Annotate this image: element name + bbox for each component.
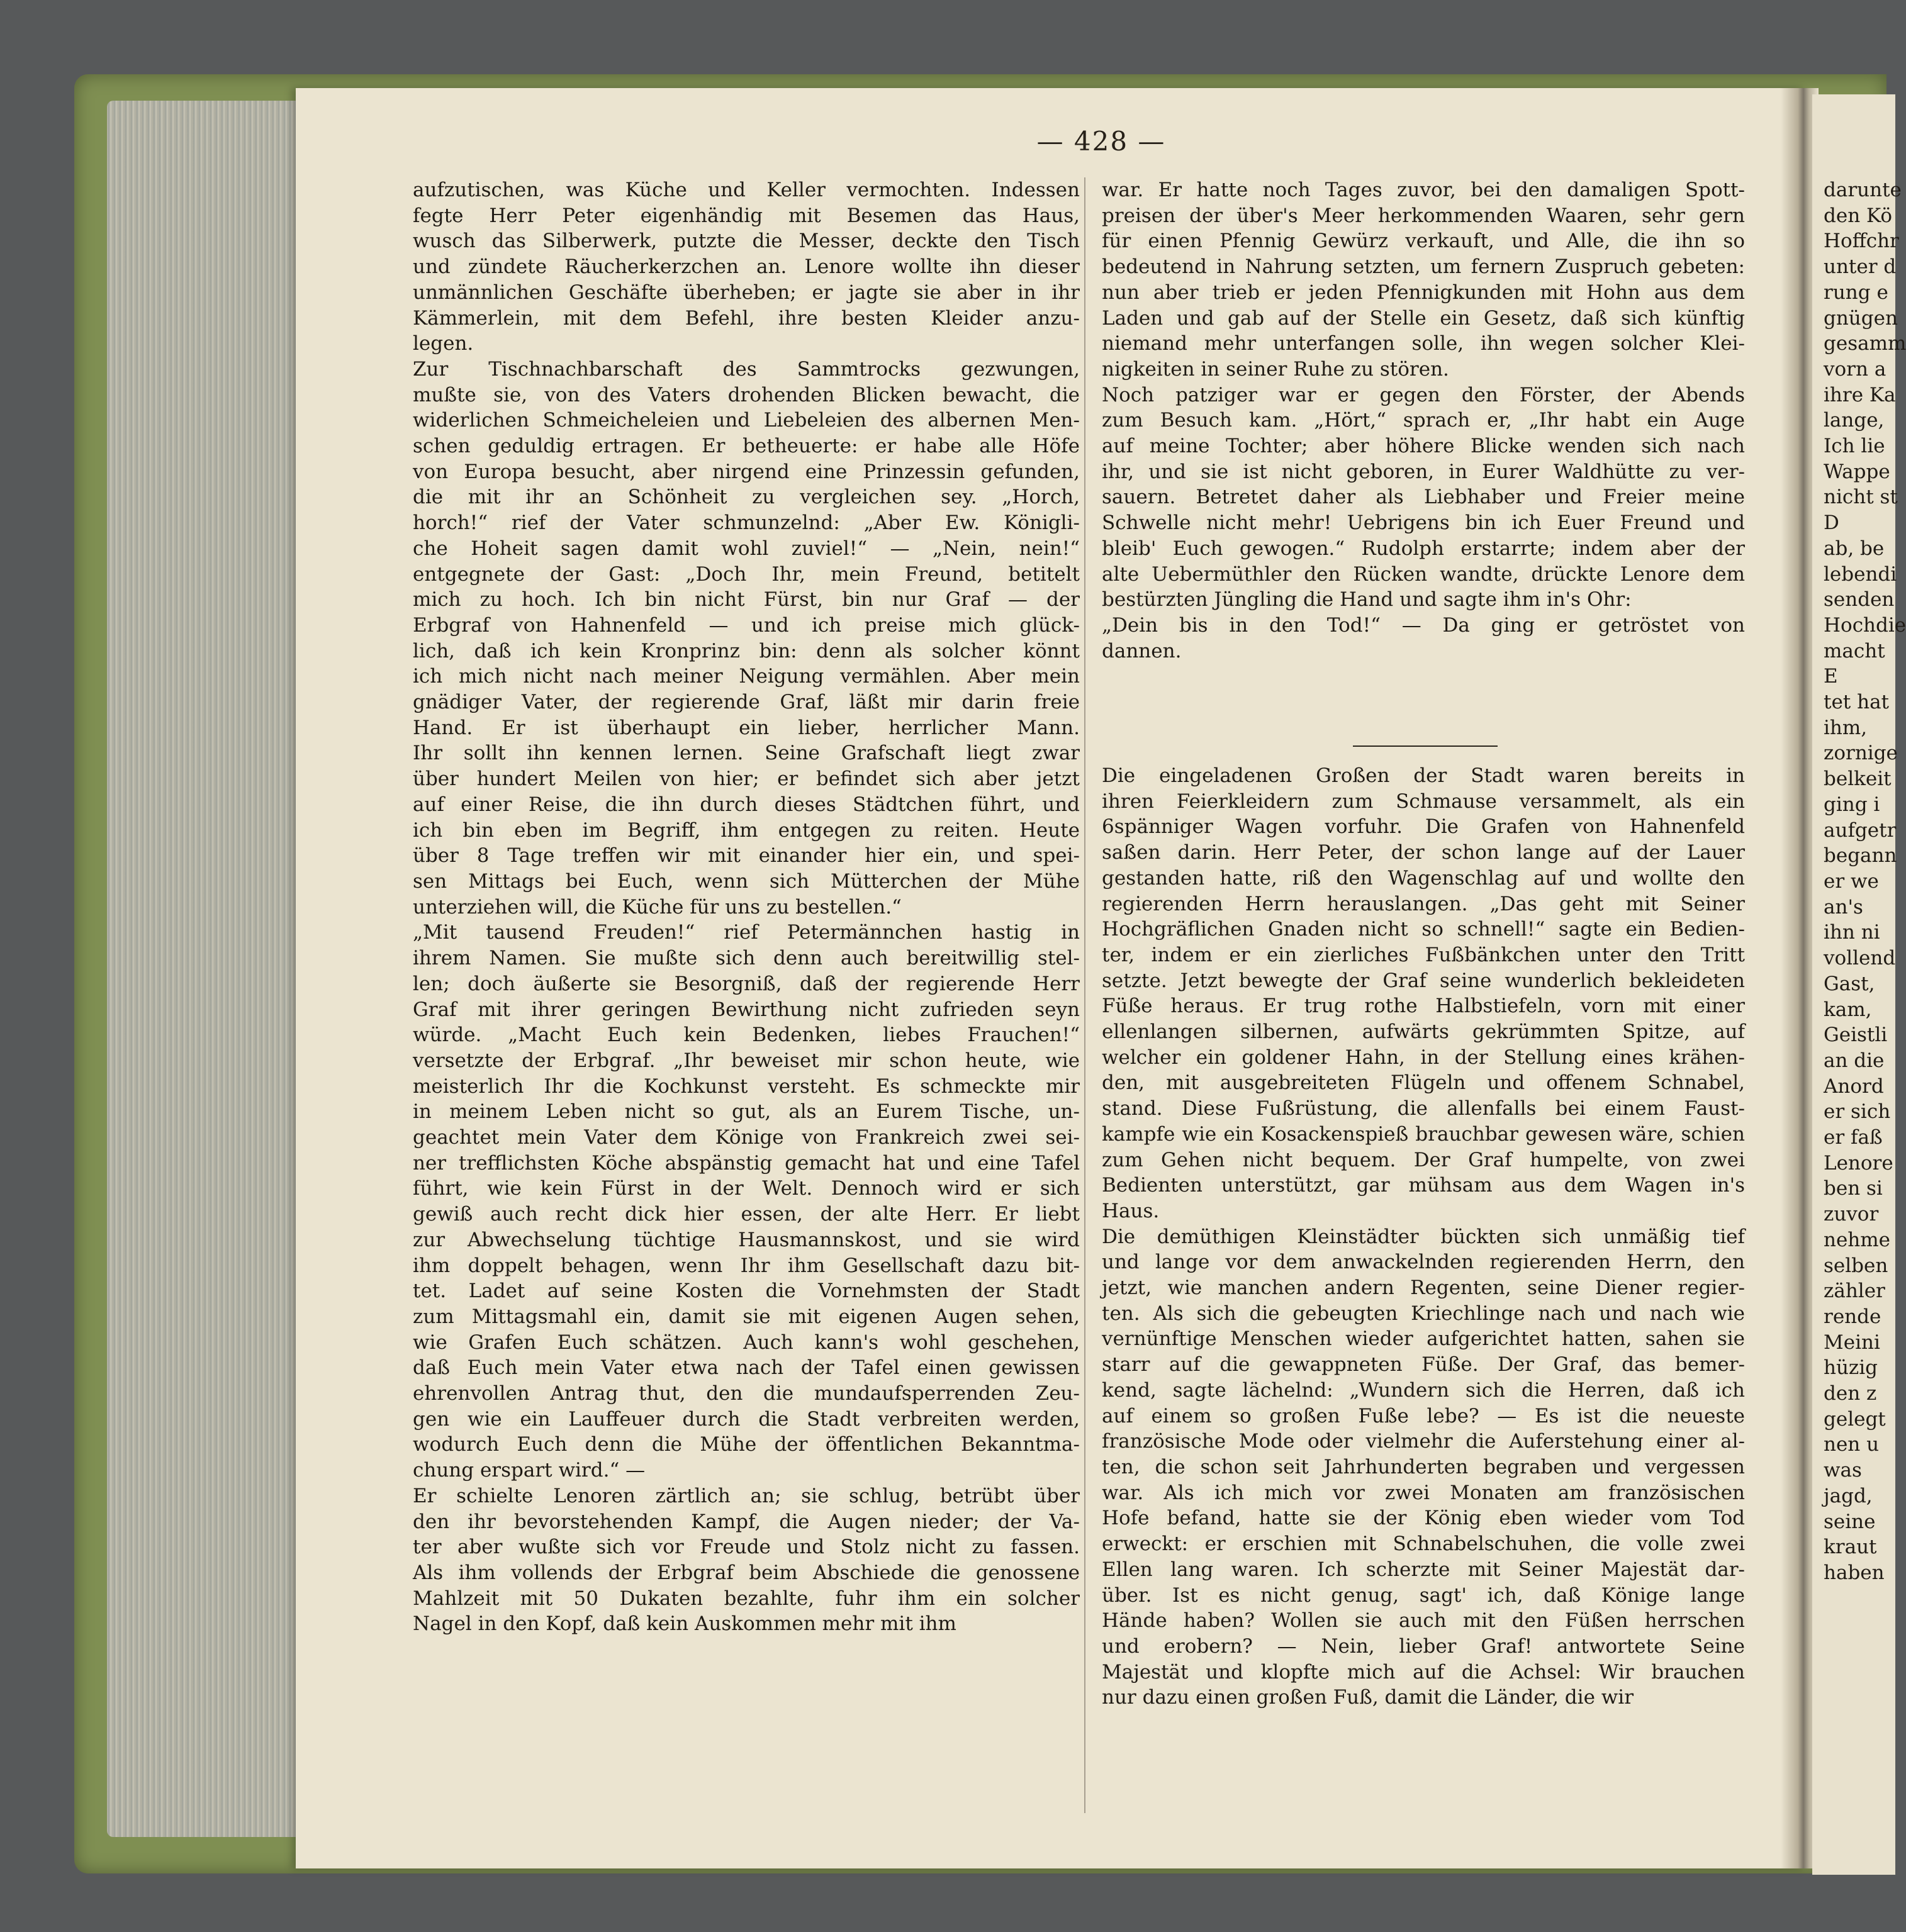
text-line: horch!“ rief der Vater schmunzelnd: „Aber Ew. Königli- <box>413 511 1080 535</box>
text-line: den, mit ausgebreiteten Flügeln und offenem Schnabel, <box>1102 1071 1745 1095</box>
text-line: geachtet mein Vater dem Könige von Frankreich zwei sei- <box>413 1126 1080 1149</box>
text-line: daß Euch mein Vater etwa nach der Tafel einen gewissen <box>413 1356 1080 1380</box>
text-line: rung e <box>1824 281 1888 304</box>
text-line: ihre Ka <box>1824 383 1896 406</box>
text-line: Graf mit ihrer geringen Bewirthung nicht zufrieden seyn <box>413 998 1080 1021</box>
text-line: entgegnete der Gast: „Doch Ihr, mein Freund, betitelt <box>413 562 1080 586</box>
text-line: bestürzten Jüngling die Hand und sagte ihm in's Ohr: <box>1102 588 1632 611</box>
text-line: Anord <box>1824 1075 1884 1098</box>
text-line: niemand mehr unterfangen solle, ihn wegen solcher Klei- <box>1102 332 1745 355</box>
right-text-column-top <box>1102 177 1745 664</box>
text-line: rende <box>1824 1305 1881 1328</box>
text-line: zähler <box>1824 1280 1885 1303</box>
text-line: kampfe wie ein Kosackenspieß brauchbar gewesen wäre, schien <box>1102 1122 1745 1146</box>
text-line: bleib' Euch gewogen.“ Rudolph erstarrte; indem aber der <box>1102 537 1745 560</box>
text-line: selben <box>1824 1254 1888 1277</box>
text-line: ab, be <box>1824 537 1885 560</box>
text-line: an's <box>1824 895 1863 919</box>
text-line: Die eingeladenen Großen der Stadt waren bereits in <box>1102 764 1745 787</box>
text-line: lange, <box>1824 409 1885 432</box>
left-text-column <box>413 177 1080 1637</box>
text-line: den z <box>1824 1382 1877 1405</box>
text-line: fegte Herr Peter eigenhändig mit Besemen das Haus, <box>413 204 1080 227</box>
text-line: Als ihm vollends der Erbgraf beim Abschiede die genossene <box>413 1561 1080 1584</box>
text-line: chung erspart wird.“ — <box>413 1459 646 1482</box>
text-line: was <box>1824 1459 1862 1482</box>
text-line: ihm doppelt behagen, wenn Ihr ihm Gesellschaft dazu bit- <box>413 1254 1080 1277</box>
text-line: zum Besuch kam. „Hört,“ sprach er, „Ihr habt ein Auge <box>1102 409 1745 432</box>
text-line: er sich <box>1824 1100 1891 1124</box>
text-line: kam, <box>1824 998 1872 1021</box>
text-line: hüzig <box>1824 1356 1878 1380</box>
text-line: unmännlichen Geschäfte überheben; er jagte sie aber in ihr <box>413 281 1080 304</box>
text-line: wie Grafen Euch schätzen. Auch kann's wohl geschehen, <box>413 1331 1080 1354</box>
text-line: Hoffchr <box>1824 230 1899 253</box>
text-line: wusch das Silberwerk, putzte die Messer, deckte den Tisch <box>413 230 1080 253</box>
section-rule <box>1353 745 1498 747</box>
text-line: dannen. <box>1102 639 1182 662</box>
text-line: mich zu hoch. Ich bin nicht Fürst, bin nur Graf — der <box>413 588 1080 611</box>
text-line: jetzt, wie manchen andern Regenten, seine Diener regier- <box>1102 1276 1745 1300</box>
text-line: über. Ist es nicht genug, sagt' ich, daß Könige lange <box>1102 1583 1745 1607</box>
text-line: Erbgraf von Hahnenfeld — und ich preise mich glück- <box>413 613 1080 637</box>
text-line: Haus. <box>1102 1199 1160 1222</box>
text-line: Hochdie <box>1824 613 1906 637</box>
text-line: ter, indem er ein zierliches Fußbänkchen unter den Tritt <box>1102 943 1745 966</box>
text-line: und erobern? — Nein, lieber Graf! antwortete Seine <box>1102 1634 1745 1658</box>
text-line: meisterlich Ihr die Kochkunst versteht. Es schmeckte mir <box>413 1075 1080 1098</box>
text-line: D <box>1824 511 1839 535</box>
text-line: gewiß auch recht dick hier essen, der alte Herr. Er liebt <box>413 1203 1080 1226</box>
text-line: mußte sie, von des Vaters drohenden Blicken bewacht, die <box>413 383 1080 406</box>
text-line: saßen darin. Herr Peter, der schon lange auf der Lauer <box>1102 841 1745 864</box>
text-line: gnädiger Vater, der regierende Graf, läßt mir darin freie <box>413 691 1080 714</box>
text-line: Hände haben? Wollen sie auch mit den Füßen herrschen <box>1102 1609 1745 1633</box>
text-line: haben <box>1824 1561 1885 1584</box>
text-line: Ich lie <box>1824 435 1885 458</box>
text-line: lebendi <box>1824 562 1897 586</box>
text-line: ihm, <box>1824 716 1868 739</box>
text-line: ner trefflichsten Köche abspänstig gemacht hat und eine Tafel <box>413 1151 1080 1175</box>
text-line: ihrem Namen. Sie mußte sich denn auch bereitwillig stel- <box>413 947 1080 970</box>
text-line: starr auf die gewappneten Füße. Der Graf, das bemer- <box>1102 1353 1745 1376</box>
text-line: schen geduldig ertragen. Er betheuerte: er habe alle Höfe <box>413 435 1080 458</box>
text-line: welcher ein goldener Hahn, in der Stellung eines krähen- <box>1102 1046 1745 1069</box>
text-line: bedeutend in Nahrung setzten, um fernern Zuspruch gebeten: <box>1102 255 1745 279</box>
text-line: ging i <box>1824 793 1880 816</box>
next-page-fragment-column <box>1824 177 1906 1586</box>
text-line: für einen Pfennig Gewürz verkauft, und Alle, die ihn so <box>1102 230 1745 253</box>
text-line: Laden und gab auf der Stelle ein Gesetz, daß sich künftig <box>1102 306 1745 330</box>
right-text-column-bottom <box>1102 763 1745 1711</box>
text-line: Mahlzeit mit 50 Dukaten bezahlte, fuhr ihm ein solcher <box>413 1587 1080 1610</box>
text-line: tet hat <box>1824 691 1890 714</box>
text-line: begann <box>1824 844 1897 868</box>
text-line: Die demüthigen Kleinstädter bückten sich unmäßig tief <box>1102 1225 1745 1248</box>
text-line: len; doch äußerte sie Besorgniß, daß der regierende Herr <box>413 972 1080 995</box>
text-line: gnügen <box>1824 306 1898 330</box>
text-line: zum Gehen nicht bequem. Der Graf humpelte, von zwei <box>1102 1148 1745 1171</box>
text-line: und lange vor dem anwackelnden regierenden Herrn, den <box>1102 1251 1745 1274</box>
text-line: Bedienten unterstützt, gar mühsam aus dem Wagen in's <box>1102 1174 1745 1197</box>
text-line: nun aber trieb er jeden Pfennigkunden mit Hohn aus dem <box>1102 281 1745 304</box>
text-line: „Mit tausend Freuden!“ rief Petermännchen hastig in <box>413 921 1080 944</box>
text-line: gelegt <box>1824 1407 1886 1431</box>
text-line: lich, daß ich kein Kronprinz bin: denn als solcher könnt <box>413 639 1080 662</box>
text-line: alte Uebermüthler den Rücken wandte, drückte Lenore dem <box>1102 562 1745 586</box>
text-line: Zur Tischnachbarschaft des Sammtrocks gezwungen, <box>413 357 1080 381</box>
text-line: darunte <box>1824 179 1902 201</box>
text-line: gesamm <box>1824 332 1906 355</box>
text-line: unterziehen will, die Küche für uns zu bestellen.“ <box>413 895 902 919</box>
text-line: ellenlangen silbernen, aufwärts gekrümmten Spitze, auf <box>1102 1020 1745 1044</box>
text-line: Hand. Er ist überhaupt ein lieber, herrlicher Mann. <box>413 716 1080 739</box>
text-line: E <box>1824 665 1838 688</box>
text-line: gestanden hatte, riß den Wagenschlag auf und wollte den <box>1102 866 1745 890</box>
text-line: zornige <box>1824 742 1898 765</box>
text-line: ihren Feierkleidern zum Schmause versammelt, als ein <box>1102 790 1745 813</box>
text-line: versetzte der Erbgraf. „Ihr beweiset mir schon heute, wie <box>413 1049 1080 1072</box>
text-line: ich mich nicht nach meiner Neigung vermählen. Aber mein <box>413 665 1080 688</box>
text-line: kend, sagte lächelnd: „Wundern sich die Herren, daß ich <box>1102 1378 1745 1402</box>
text-line: belkeit <box>1824 768 1892 791</box>
page-number: — 428 — <box>1036 126 1166 157</box>
text-line: auf einem so großen Fuße lebe? — Es ist die neueste <box>1102 1404 1745 1427</box>
text-line: seine <box>1824 1510 1876 1533</box>
text-line: ben si <box>1824 1177 1883 1200</box>
text-line: Meini <box>1824 1331 1880 1354</box>
text-line: ihr, und sie ist nicht geboren, in Eurer Waldhütte zu ver- <box>1102 460 1745 483</box>
text-line: und zündete Räucherkerzchen an. Lenore wollte ihn dieser <box>413 255 1080 279</box>
text-line: aufgetr <box>1824 818 1897 842</box>
text-line: che Hoheit sagen damit wohl zuviel!“ — „Nein, nein!“ <box>413 537 1080 560</box>
text-line: ten. Als sich die gebeugten Kriechlinge nach und nach wie <box>1102 1302 1745 1325</box>
text-line: gen wie ein Lauffeuer durch die Stadt verbreiten werden, <box>413 1407 1080 1431</box>
text-line: von Europa besucht, aber nirgend eine Prinzessin gefunden, <box>413 460 1080 483</box>
text-line: Majestät und klopfte mich auf die Achsel: Wir brauchen <box>1102 1660 1745 1684</box>
text-line: zum Mittagsmahl ein, damit sie mit eigenen Augen sehen, <box>413 1305 1080 1328</box>
text-line: vorn a <box>1824 357 1886 381</box>
text-line: zur Abwechselung tüchtige Hausmannskost, und sie wird <box>413 1228 1080 1251</box>
text-line: Hochgräflichen Gnaden nicht so schnell!“ sagte ein Bedien- <box>1102 918 1745 941</box>
text-line: zuvor <box>1824 1203 1879 1226</box>
text-line: sauern. Betretet daher als Liebhaber und Freier meine <box>1102 486 1745 509</box>
text-line: „Dein bis in den Tod!“ — Da ging er getröstet von <box>1102 613 1745 637</box>
column-divider <box>1084 177 1085 1813</box>
text-line: senden <box>1824 588 1895 611</box>
text-line: 6spänniger Wagen vorfuhr. Die Grafen von Hahnenfeld <box>1102 815 1745 839</box>
text-line: tet. Ladet auf seine Kosten die Vornehmsten der Stadt <box>413 1280 1080 1303</box>
text-line: macht <box>1824 639 1885 662</box>
text-line: erweckt: er erschien mit Schnabelschuhen, die volle zwei <box>1102 1533 1745 1556</box>
page-edges <box>107 101 308 1837</box>
text-line: Kämmerlein, mit dem Befehl, ihre besten Kleider anzu- <box>413 306 1080 330</box>
text-line: führt, wie kein Fürst in der Welt. Dennoch wird er sich <box>413 1177 1080 1200</box>
text-line: Gast, <box>1824 972 1875 995</box>
text-line: Er schielte Lenoren zärtlich an; sie schlug, betrübt über <box>413 1484 1080 1507</box>
text-line: nicht st <box>1824 486 1898 509</box>
text-line: nigkeiten in seiner Ruhe zu stören. <box>1102 357 1449 381</box>
text-line: ter aber wußte sich vor Freude und Stolz nicht zu fassen. <box>413 1536 1080 1559</box>
text-line: Lenore <box>1824 1151 1893 1175</box>
text-line: den Kö <box>1824 204 1892 227</box>
text-line: den ihr bevorstehenden Kampf, die Augen nieder; der Va- <box>413 1510 1080 1533</box>
text-line: auf einer Reise, die ihn durch dieses Städtchen führt, und <box>413 793 1080 816</box>
text-line: wodurch Euch denn die Mühe der öffentlichen Bekanntma- <box>413 1433 1080 1456</box>
text-line: legen. <box>413 332 474 355</box>
text-line: Füße heraus. Er trug rothe Halbstiefeln, vorn mit einer <box>1102 995 1745 1018</box>
text-line: auf meine Tochter; aber höhere Blicke wenden sich nach <box>1102 435 1745 458</box>
text-line: ehrenvollen Antrag thut, den die mundaufsperrenden Zeu- <box>413 1382 1080 1405</box>
text-line: über hundert Meilen von hier; er befindet sich aber jetzt <box>413 768 1080 791</box>
text-line: die mit ihr an Schönheit zu vergleichen sey. „Horch, <box>413 486 1080 509</box>
text-line: er we <box>1824 869 1879 893</box>
text-line: an die <box>1824 1049 1885 1072</box>
text-line: er faß <box>1824 1126 1883 1149</box>
text-line: französische Mode oder vielmehr die Auferstehung einer al- <box>1102 1430 1745 1453</box>
text-line: aufzutischen, was Küche und Keller vermochten. Indessen <box>413 179 1080 201</box>
text-line: widerlichen Schmeicheleien und Liebeleien des albernen Men- <box>413 409 1080 432</box>
text-line: nur dazu einen großen Fuß, damit die Länder, die wir <box>1102 1686 1634 1709</box>
text-line: unter d <box>1824 255 1897 279</box>
text-line: nen u <box>1824 1433 1880 1456</box>
text-line: Ihr sollt ihn kennen lernen. Seine Grafschaft liegt zwar <box>413 742 1080 765</box>
text-line: ich bin eben im Begriff, ihm entgegen zu reiten. Heute <box>413 818 1080 842</box>
text-line: Schwelle nicht mehr! Uebrigens bin ich Euer Freund und <box>1102 511 1745 535</box>
text-line: Nagel in den Kopf, daß kein Auskommen mehr mit ihm <box>413 1612 956 1636</box>
text-line: Noch patziger war er gegen den Förster, der Abends <box>1102 383 1745 406</box>
text-line: ten, die schon seit Jahrhunderten begraben und vergessen <box>1102 1455 1745 1478</box>
text-line: in meinem Leben nicht so gut, als an Eurem Tische, un- <box>413 1100 1080 1124</box>
text-line: Wappe <box>1824 460 1890 483</box>
text-line: Geistli <box>1824 1024 1888 1047</box>
text-line: ihn ni <box>1824 921 1880 944</box>
text-line: kraut <box>1824 1536 1877 1559</box>
text-line: über 8 Tage treffen wir mit einander hier ein, und spei- <box>413 844 1080 868</box>
text-line: Ellen lang waren. Ich scherzte mit Seiner Majestät dar- <box>1102 1558 1745 1581</box>
text-line: war. Als ich mich vor zwei Monaten am französischen <box>1102 1481 1745 1504</box>
text-line: würde. „Macht Euch kein Bedenken, liebes Frauchen!“ <box>413 1024 1080 1047</box>
text-line: nehme <box>1824 1228 1891 1251</box>
text-line: regierenden Herrn herauslangen. „Das geht mit Seiner <box>1102 892 1745 915</box>
text-line: preisen der über's Meer herkommenden Waaren, sehr gern <box>1102 204 1745 227</box>
text-line: jagd, <box>1824 1484 1873 1507</box>
text-line: war. Er hatte noch Tages zuvor, bei den damaligen Spott- <box>1102 179 1745 201</box>
text-line: sen Mittags bei Euch, wenn sich Mütterchen der Mühe <box>413 869 1080 893</box>
text-line: vollend <box>1824 947 1896 970</box>
text-line: vernünftige Menschen wieder aufgerichtet hatten, sahen sie <box>1102 1327 1745 1351</box>
text-line: Hofe befand, hatte sie der König eben wieder vom Tod <box>1102 1507 1745 1530</box>
text-line: setzte. Jetzt bewegte der Graf seine wunderlich bekleideten <box>1102 969 1745 992</box>
text-line: stand. Diese Fußrüstung, die allenfalls bei einem Faust- <box>1102 1097 1745 1120</box>
